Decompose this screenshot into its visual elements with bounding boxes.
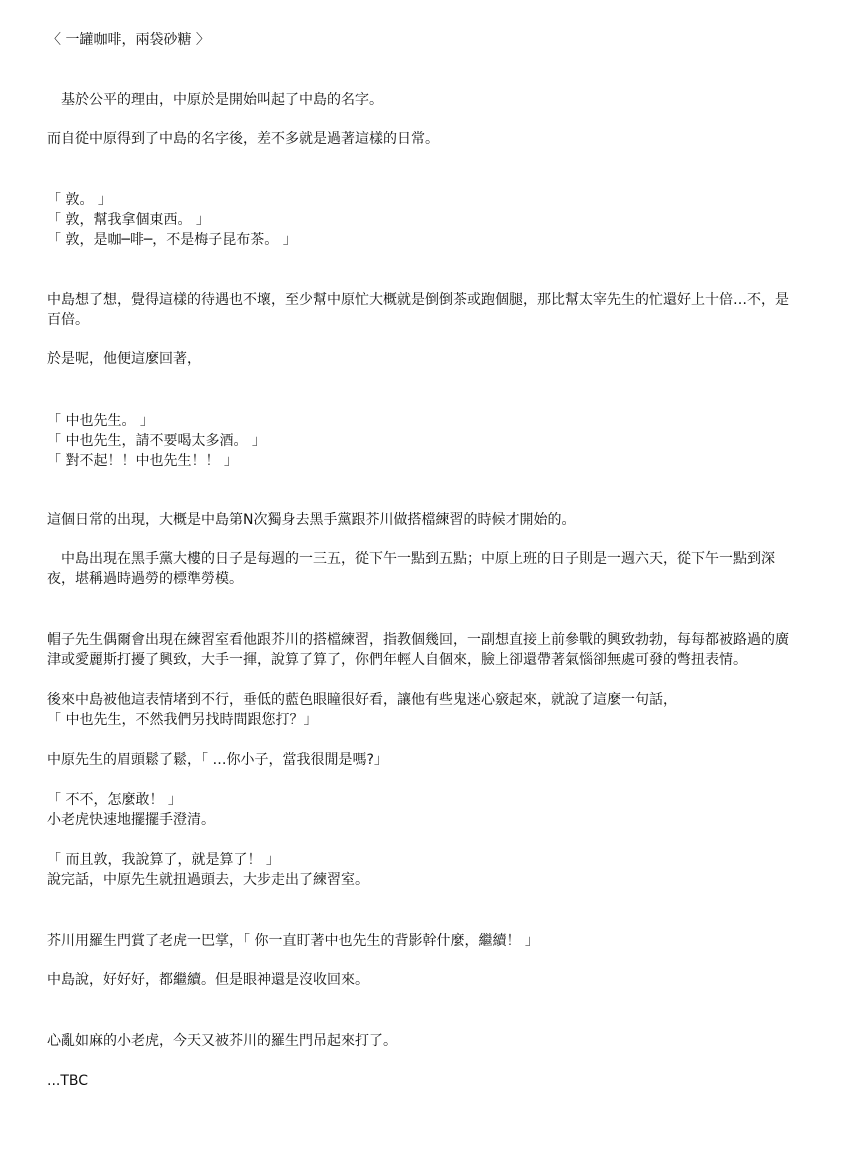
closing-tbc: ...TBC xyxy=(47,1073,89,1089)
dialogue-line: 「 中也先生，不然我們另找時間跟您打？」 xyxy=(47,712,318,728)
dialogue-line: 「 敦，是咖─啡─，不是梅子昆布茶。 」 xyxy=(47,232,297,248)
paragraph: 帽子先生偶爾會出現在練習室看他跟芥川的搭檔練習，指教個幾回，一副想直接上前參戰的興致勃勃，每每都被路過的廣津或愛麗斯打擾了興致，大手一揮，說算了算了，你們年輕人自個來，臉上卻還帶著氣惱卻無處可發的彆扭表情。 xyxy=(47,632,789,668)
paragraph: 中島說，好好好，都繼續。但是眼神還是沒收回來。 xyxy=(47,972,369,988)
dialogue-line: 「 中也先生。 」 xyxy=(47,413,154,429)
paragraph: 小老虎快速地擺擺手澄清。 xyxy=(47,812,215,828)
paragraph: 中原先生的眉頭鬆了鬆，「 …你小子，當我很閒是嗎?」 xyxy=(47,752,388,768)
paragraph: 中島出現在黑手黨大樓的日子是每週的一三五，從下午一點到五點；中原上班的日子則是一週六天，從下午一點到深夜，堪稱過時過勞的標準勞模。 xyxy=(47,551,775,587)
dialogue-line: 「 敦，幫我拿個東西。 」 xyxy=(47,212,210,228)
paragraph: 芥川用羅生門賞了老虎一巴掌，「 你一直盯著中也先生的背影幹什麼，繼續！ 」 xyxy=(47,933,539,949)
document-title: 〈 一罐咖啡，兩袋砂糖 〉 xyxy=(47,32,210,48)
paragraph: 而自從中原得到了中島的名字後，差不多就是過著這樣的日常。 xyxy=(47,131,439,147)
paragraph: 心亂如麻的小老虎，今天又被芥川的羅生門吊起來打了。 xyxy=(47,1033,397,1049)
dialogue-line: 「 中也先生，請不要喝太多酒。 」 xyxy=(47,433,266,449)
paragraph: 於是呢，他便這麼回著， xyxy=(47,351,201,367)
dialogue-line: 「 不不，怎麼敢！ 」 xyxy=(47,792,182,808)
paragraph: 後來中島被他這表情堵到不行，垂低的藍色眼瞳很好看，讓他有些鬼迷心竅起來，就說了這麼一句話， xyxy=(47,692,677,708)
dialogue-line: 「 對不起！！中也先生！！ 」 xyxy=(47,453,238,469)
dialogue-line: 「 而且敦，我說算了，就是算了！ 」 xyxy=(47,852,280,868)
paragraph: 中島想了想，覺得這樣的待遇也不壞，至少幫中原忙大概就是倒倒茶或跑個腿，那比幫太宰先生的忙還好上十倍…不，是百倍。 xyxy=(47,292,789,328)
paragraph: 基於公平的理由，中原於是開始叫起了中島的名字。 xyxy=(47,92,383,108)
dialogue-line: 「 敦。 」 xyxy=(47,192,112,208)
paragraph: 這個日常的出現，大概是中島第N次獨身去黑手黨跟芥川做搭檔練習的時候才開始的。 xyxy=(47,512,576,528)
paragraph: 說完話，中原先生就扭過頭去，大步走出了練習室。 xyxy=(47,872,369,888)
